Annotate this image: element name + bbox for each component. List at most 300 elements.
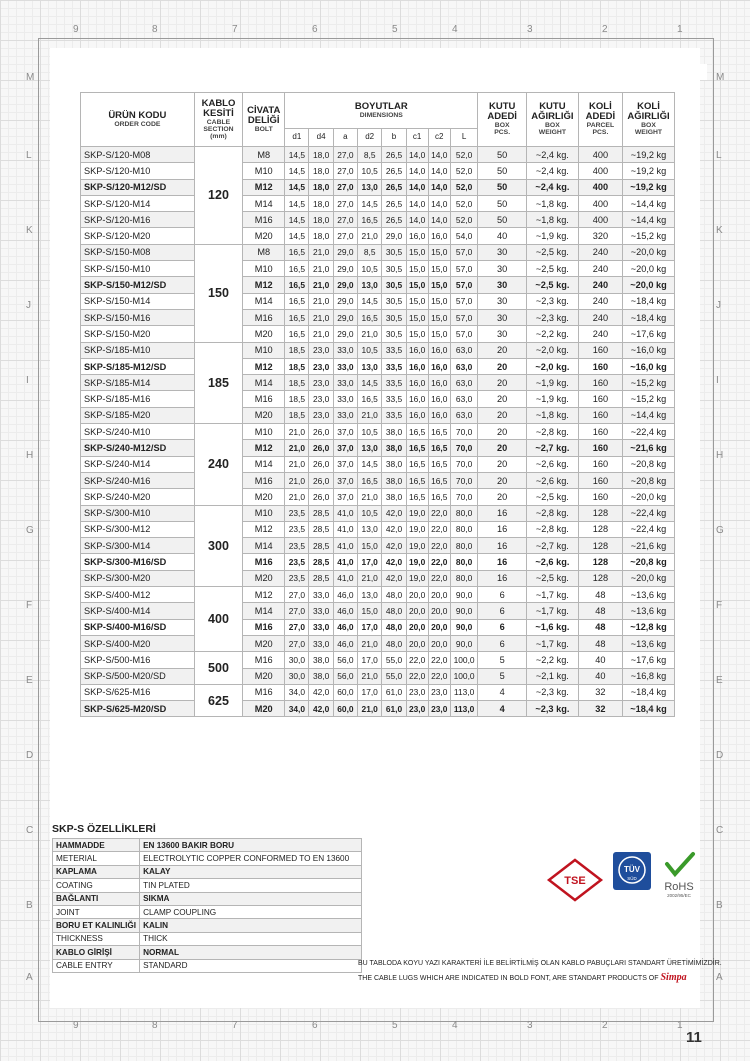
dim-d2-cell: 16,5 [358,472,382,488]
dim-c1-cell: 15,0 [406,309,428,325]
table-row [81,684,675,700]
ruler-mark: 5 [392,1020,398,1031]
dim-c2-cell: 15,0 [428,309,450,325]
table-row [81,147,675,163]
table-row [81,554,675,570]
dim-a-cell: 46,0 [333,619,357,635]
dim-a-cell: 41,0 [333,505,357,521]
table-row [81,163,675,179]
dim-c1-cell: 14,0 [406,179,428,195]
box-pcs-cell: 16 [478,554,527,570]
table-row [81,391,675,407]
parcel-pcs-cell: 128 [578,505,622,521]
box-pcs-cell: 30 [478,309,527,325]
svg-text:SÜD: SÜD [627,876,637,881]
bolt-cell: M10 [243,505,285,521]
dim-d1-cell: 14,5 [285,228,309,244]
ruler-mark: J [716,300,721,311]
box-pcs-cell: 6 [478,587,527,603]
order-code-cell: SKP-S/400-M14 [81,603,195,619]
dim-d4-cell: 28,5 [309,521,333,537]
dim-a-cell: 41,0 [333,554,357,570]
table-row [81,652,675,668]
box-weight-cell: ~2,4 kg. [526,179,578,195]
dim-l-cell: 70,0 [450,440,478,456]
top-ruler [0,24,750,38]
dim-a-cell: 46,0 [333,603,357,619]
left-ruler [26,0,38,1061]
dim-d2-cell: 13,0 [358,521,382,537]
bolt-cell: M14 [243,603,285,619]
bolt-cell: M20 [243,489,285,505]
dim-c1-cell: 14,0 [406,195,428,211]
dim-b-cell: 61,0 [382,701,406,717]
ruler-mark: 7 [232,1020,238,1031]
box-weight-cell: ~2,8 kg. [526,424,578,440]
dim-b-cell: 42,0 [382,505,406,521]
bolt-cell: M20 [243,570,285,586]
dim-d4-cell: 28,5 [309,538,333,554]
order-code-cell: SKP-S/240-M16 [81,472,195,488]
spec-label: THICKNESS [53,932,140,945]
box-pcs-cell: 20 [478,472,527,488]
parcel-weight-cell: ~21,6 kg [622,440,674,456]
dim-c1-cell: 22,0 [406,652,428,668]
dim-d1-cell: 21,0 [285,456,309,472]
bolt-cell: M10 [243,163,285,179]
spec-row [53,946,362,959]
table-row [81,440,675,456]
parcel-weight-cell: ~15,2 kg [622,228,674,244]
dim-d1-cell: 18,5 [285,375,309,391]
header-parcel-weight: KOLİ AĞIRLIĞI BOX WEIGHT [622,93,674,147]
ruler-mark: H [26,450,34,461]
dim-a-cell: 27,0 [333,147,357,163]
box-pcs-cell: 16 [478,521,527,537]
dim-b-cell: 55,0 [382,668,406,684]
parcel-weight-cell: ~14,4 kg [622,212,674,228]
dim-c2-cell: 16,5 [428,424,450,440]
parcel-weight-cell: ~22,4 kg [622,424,674,440]
dim-c1-cell: 14,0 [406,163,428,179]
dim-l-cell: 90,0 [450,603,478,619]
dim-a-cell: 37,0 [333,489,357,505]
cable-section-cell: 120 [194,147,243,245]
box-pcs-cell: 20 [478,358,527,374]
parcel-pcs-cell: 240 [578,293,622,309]
box-pcs-cell: 16 [478,538,527,554]
table-row [81,277,675,293]
dim-d4-cell: 18,0 [309,195,333,211]
bolt-cell: M16 [243,212,285,228]
table-row [81,326,675,342]
dim-d1-cell: 23,5 [285,505,309,521]
spec-value: STANDARD [140,959,362,972]
ruler-mark: 4 [452,1020,458,1031]
dim-c1-cell: 15,0 [406,244,428,260]
box-pcs-cell: 50 [478,147,527,163]
dim-d2-cell: 13,0 [358,277,382,293]
box-weight-cell: ~2,5 kg. [526,489,578,505]
dim-l-cell: 90,0 [450,635,478,651]
dim-a-cell: 29,0 [333,293,357,309]
dim-c1-cell: 20,0 [406,587,428,603]
parcel-weight-cell: ~20,8 kg [622,456,674,472]
dim-b-cell: 38,0 [382,456,406,472]
cable-section-cell: 400 [194,587,243,652]
order-code-cell: SKP-S/120-M08 [81,147,195,163]
dim-a-cell: 46,0 [333,635,357,651]
dim-c2-cell: 23,0 [428,684,450,700]
table-row [81,244,675,260]
dim-d4-cell: 33,0 [309,619,333,635]
dim-d2-cell: 13,0 [358,179,382,195]
dim-c2-cell: 16,0 [428,228,450,244]
order-code-cell: SKP-S/300-M20 [81,570,195,586]
dim-d1-cell: 18,5 [285,342,309,358]
dim-l-cell: 57,0 [450,261,478,277]
box-weight-cell: ~1,9 kg. [526,375,578,391]
parcel-weight-cell: ~13,6 kg [622,603,674,619]
dim-d1-cell: 23,5 [285,570,309,586]
parcel-pcs-cell: 40 [578,652,622,668]
svg-text:TÜV: TÜV [624,865,640,874]
ruler-mark: 5 [392,24,398,35]
box-pcs-cell: 40 [478,228,527,244]
bolt-cell: M14 [243,456,285,472]
dim-c1-cell: 19,0 [406,538,428,554]
box-weight-cell: ~2,2 kg. [526,326,578,342]
ruler-mark: 2 [602,1020,608,1031]
dim-a-cell: 56,0 [333,652,357,668]
dim-a-cell: 29,0 [333,326,357,342]
dim-d2-cell: 8,5 [358,244,382,260]
table-row [81,521,675,537]
dim-b-cell: 30,5 [382,326,406,342]
parcel-pcs-cell: 160 [578,472,622,488]
dim-d2-cell: 21,0 [358,701,382,717]
dim-c2-cell: 22,0 [428,668,450,684]
header-order-code: ÜRÜN KODU ORDER CODE [81,93,195,147]
dim-b-cell: 33,5 [382,358,406,374]
parcel-pcs-cell: 240 [578,244,622,260]
dim-b-cell: 26,5 [382,179,406,195]
parcel-pcs-cell: 160 [578,424,622,440]
box-pcs-cell: 50 [478,179,527,195]
bolt-cell: M20 [243,635,285,651]
order-code-cell: SKP-S/300-M16/SD [81,554,195,570]
table-row [81,538,675,554]
dim-l-cell: 52,0 [450,179,478,195]
svg-text:2002/95/EC: 2002/95/EC [667,893,691,898]
parcel-weight-cell: ~16,8 kg [622,668,674,684]
dim-d2-cell: 21,0 [358,489,382,505]
box-weight-cell: ~2,0 kg. [526,342,578,358]
table-row [81,701,675,717]
ruler-mark: 9 [73,1020,79,1031]
spec-label: BORU ET KALINLIĞI [53,919,140,932]
parcel-pcs-cell: 40 [578,668,622,684]
table-row [81,228,675,244]
dim-l-cell: 80,0 [450,505,478,521]
dim-c1-cell: 15,0 [406,261,428,277]
dim-l-cell: 63,0 [450,407,478,423]
bolt-cell: M16 [243,472,285,488]
dim-c2-cell: 14,0 [428,195,450,211]
dim-a-cell: 29,0 [333,244,357,260]
certification-logos [545,850,705,910]
dim-d1-cell: 34,0 [285,701,309,717]
box-weight-cell: ~2,4 kg. [526,147,578,163]
order-code-cell: SKP-S/185-M10 [81,342,195,358]
dim-d1-cell: 30,0 [285,652,309,668]
dim-c1-cell: 16,0 [406,358,428,374]
parcel-weight-cell: ~12,8 kg [622,619,674,635]
box-pcs-cell: 20 [478,440,527,456]
parcel-pcs-cell: 400 [578,179,622,195]
ruler-mark: 8 [152,1020,158,1031]
box-pcs-cell: 4 [478,701,527,717]
dim-l-cell: 63,0 [450,358,478,374]
dim-c2-cell: 14,0 [428,147,450,163]
dim-b-cell: 30,5 [382,261,406,277]
dim-b-cell: 48,0 [382,619,406,635]
box-pcs-cell: 30 [478,261,527,277]
ruler-mark: 6 [312,1020,318,1031]
header-box-pcs: KUTU ADEDİ BOX PCS. [478,93,527,147]
dim-a-cell: 27,0 [333,195,357,211]
dim-l-cell: 63,0 [450,342,478,358]
dim-c1-cell: 14,0 [406,147,428,163]
box-weight-cell: ~2,5 kg. [526,570,578,586]
dim-l-cell: 52,0 [450,147,478,163]
parcel-weight-cell: ~14,4 kg [622,407,674,423]
dim-d2-cell: 16,5 [358,309,382,325]
dim-d1-cell: 27,0 [285,603,309,619]
box-weight-cell: ~2,8 kg. [526,521,578,537]
parcel-weight-cell: ~17,6 kg [622,326,674,342]
order-code-cell: SKP-S/300-M14 [81,538,195,554]
box-pcs-cell: 20 [478,342,527,358]
parcel-pcs-cell: 48 [578,619,622,635]
dim-d4-cell: 23,0 [309,342,333,358]
dim-d1-cell: 27,0 [285,635,309,651]
table-row [81,489,675,505]
dim-d2-cell: 17,0 [358,652,382,668]
dim-b-cell: 33,5 [382,391,406,407]
box-pcs-cell: 5 [478,652,527,668]
parcel-weight-cell: ~19,2 kg [622,163,674,179]
dim-l-cell: 80,0 [450,538,478,554]
parcel-pcs-cell: 320 [578,228,622,244]
bolt-cell: M12 [243,358,285,374]
dim-a-cell: 27,0 [333,228,357,244]
bolt-cell: M8 [243,147,285,163]
dim-l-cell: 57,0 [450,309,478,325]
note-line-tr: BU TABLODA KOYU YAZI KARAKTERİ İLE BELİRTİLMİŞ OLAN KABLO PABUÇLARI STANDART ÜRETİMİMİZDİR. [358,960,722,967]
note-line-en: THE CABLE LUGS WHICH ARE INDICATED IN BOLD FONT, ARE STANDART PRODUCTS OF Simpa [358,972,687,983]
parcel-weight-cell: ~22,4 kg [622,505,674,521]
box-weight-cell: ~2,6 kg. [526,554,578,570]
box-weight-cell: ~2,2 kg. [526,652,578,668]
dim-c2-cell: 22,0 [428,521,450,537]
dim-d4-cell: 42,0 [309,701,333,717]
simpa-brand: Simpa [660,972,687,983]
dim-d1-cell: 18,5 [285,358,309,374]
dim-l-cell: 113,0 [450,684,478,700]
parcel-weight-cell: ~20,0 kg [622,570,674,586]
order-code-cell: SKP-S/120-M16 [81,212,195,228]
dim-l-cell: 54,0 [450,228,478,244]
bolt-cell: M16 [243,554,285,570]
bolt-cell: M12 [243,521,285,537]
box-weight-cell: ~2,1 kg. [526,668,578,684]
dim-d1-cell: 23,5 [285,538,309,554]
ruler-mark: F [716,600,723,611]
dim-d4-cell: 26,0 [309,456,333,472]
dim-c2-cell: 20,0 [428,603,450,619]
dim-d4-cell: 26,0 [309,489,333,505]
parcel-pcs-cell: 400 [578,163,622,179]
dim-d1-cell: 18,5 [285,391,309,407]
cable-section-cell: 500 [194,652,243,685]
dim-d4-cell: 21,0 [309,309,333,325]
parcel-weight-cell: ~21,6 kg [622,538,674,554]
dim-l-cell: 63,0 [450,375,478,391]
dim-d4-cell: 28,5 [309,570,333,586]
dim-d4-cell: 21,0 [309,293,333,309]
dim-l-cell: 70,0 [450,489,478,505]
bolt-cell: M20 [243,701,285,717]
dim-d2-cell: 16,5 [358,212,382,228]
parcel-weight-cell: ~18,4 kg [622,684,674,700]
ruler-mark: K [26,225,33,236]
dim-l-cell: 57,0 [450,326,478,342]
box-weight-cell: ~1,8 kg. [526,195,578,211]
spec-title: SKP-S ÖZELLİKLERİ [52,823,156,835]
bolt-cell: M12 [243,277,285,293]
dim-a-cell: 46,0 [333,587,357,603]
bolt-cell: M20 [243,668,285,684]
parcel-weight-cell: ~20,0 kg [622,244,674,260]
parcel-pcs-cell: 400 [578,147,622,163]
dim-c2-cell: 16,5 [428,489,450,505]
dim-c1-cell: 19,0 [406,505,428,521]
dim-d4-cell: 42,0 [309,684,333,700]
box-pcs-cell: 30 [478,293,527,309]
parcel-weight-cell: ~16,0 kg [622,358,674,374]
dim-c1-cell: 16,5 [406,489,428,505]
bolt-cell: M14 [243,538,285,554]
dim-d4-cell: 21,0 [309,277,333,293]
order-code-cell: SKP-S/400-M16/SD [81,619,195,635]
parcel-pcs-cell: 400 [578,212,622,228]
cable-section-cell: 300 [194,505,243,586]
table-row [81,587,675,603]
dim-c2-cell: 23,0 [428,701,450,717]
ruler-mark: L [26,150,32,161]
parcel-pcs-cell: 240 [578,277,622,293]
dim-d1-cell: 16,5 [285,326,309,342]
dim-d2-cell: 10,5 [358,261,382,277]
header-box-weight: KUTU AĞIRLIĞI BOX WEIGHT [526,93,578,147]
dim-c2-cell: 15,0 [428,277,450,293]
dim-b-cell: 33,5 [382,342,406,358]
ruler-mark: 7 [232,24,238,35]
parcel-pcs-cell: 48 [578,603,622,619]
dim-b-cell: 38,0 [382,424,406,440]
box-pcs-cell: 20 [478,391,527,407]
ruler-mark: M [26,72,35,83]
ruler-mark: D [716,750,724,761]
dim-d1-cell: 16,5 [285,277,309,293]
dim-l-cell: 70,0 [450,424,478,440]
dim-b-cell: 42,0 [382,570,406,586]
box-pcs-cell: 30 [478,326,527,342]
dim-c2-cell: 22,0 [428,538,450,554]
table-row [81,309,675,325]
table-row [81,293,675,309]
parcel-weight-cell: ~20,8 kg [622,554,674,570]
order-code-cell: SKP-S/150-M10 [81,261,195,277]
page-number: 11 [686,1029,702,1046]
dim-a-cell: 27,0 [333,212,357,228]
table-row [81,570,675,586]
dim-d2-cell: 10,5 [358,505,382,521]
spec-value: THICK [140,932,362,945]
header-dim-d2: d2 [358,129,382,147]
dim-d4-cell: 18,0 [309,163,333,179]
order-code-cell: SKP-S/240-M12/SD [81,440,195,456]
dim-l-cell: 90,0 [450,619,478,635]
dim-c1-cell: 20,0 [406,635,428,651]
box-weight-cell: ~2,6 kg. [526,456,578,472]
ruler-mark: 8 [152,24,158,35]
box-pcs-cell: 50 [478,195,527,211]
ruler-mark: D [26,750,34,761]
dim-d4-cell: 28,5 [309,554,333,570]
parcel-pcs-cell: 160 [578,358,622,374]
box-pcs-cell: 30 [478,277,527,293]
dim-c1-cell: 19,0 [406,570,428,586]
dim-a-cell: 33,0 [333,407,357,423]
box-weight-cell: ~1,9 kg. [526,391,578,407]
table-row [81,212,675,228]
spec-block [52,823,362,973]
dim-d4-cell: 26,0 [309,472,333,488]
spec-value: EN 13600 BAKIR BORU [140,839,362,852]
spec-row [53,852,362,865]
dim-b-cell: 42,0 [382,554,406,570]
ruler-mark: F [26,600,33,611]
parcel-pcs-cell: 400 [578,195,622,211]
ruler-mark: 3 [527,1020,533,1031]
order-code-cell: SKP-S/185-M20 [81,407,195,423]
dim-b-cell: 42,0 [382,521,406,537]
ruler-mark: A [716,972,723,983]
cable-section-cell: 240 [194,424,243,505]
dim-c1-cell: 14,0 [406,212,428,228]
dim-d4-cell: 33,0 [309,603,333,619]
dim-d2-cell: 14,5 [358,375,382,391]
box-pcs-cell: 4 [478,684,527,700]
dim-b-cell: 48,0 [382,635,406,651]
bolt-cell: M8 [243,244,285,260]
dim-c2-cell: 22,0 [428,505,450,521]
parcel-pcs-cell: 160 [578,391,622,407]
dim-d2-cell: 15,0 [358,538,382,554]
dim-a-cell: 33,0 [333,342,357,358]
